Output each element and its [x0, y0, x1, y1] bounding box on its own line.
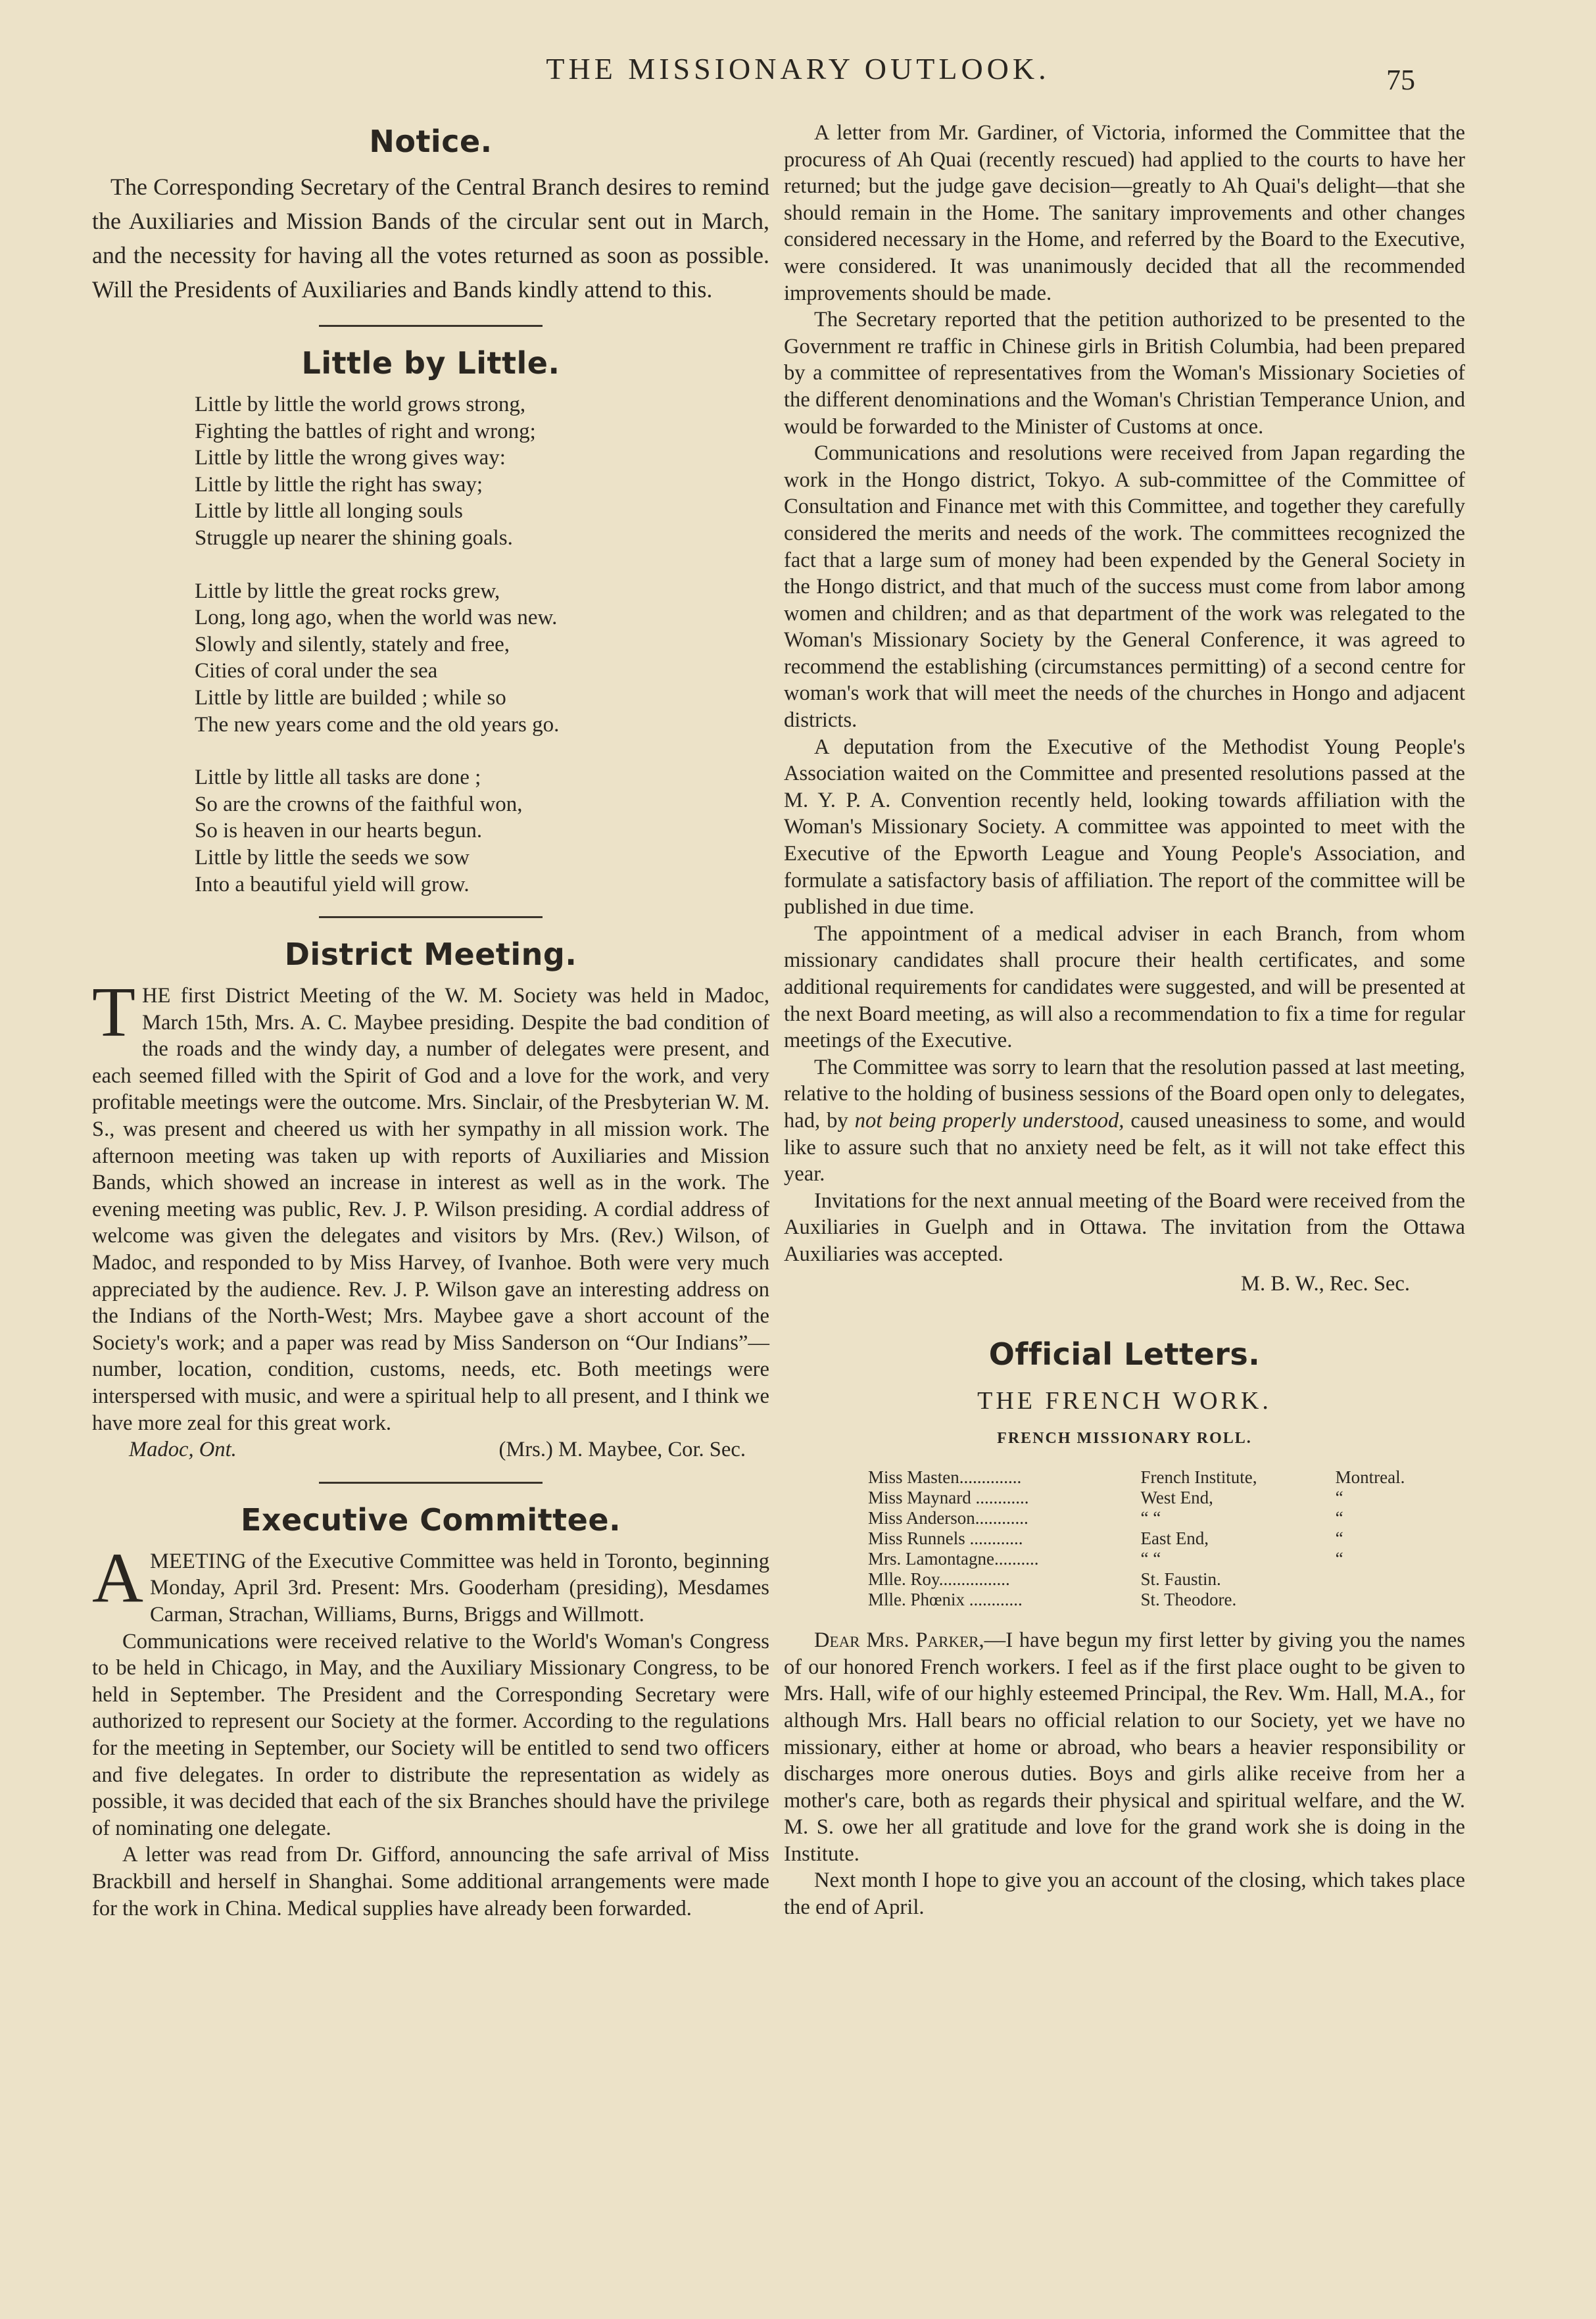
minutes-emphasis: not being properly understood, — [854, 1108, 1124, 1133]
roll-name: Miss Runnels ............ — [868, 1528, 1023, 1549]
roll-row — [868, 1590, 1465, 1610]
letter-text: —I have begun my first letter by giving you the names of our honored French workers. I feel as if the first place ought to be given to Mrs. Hall, wife of our highly esteemed Principal, the Rev. Wm. Hall, M.A., for although Mrs. Hall bears no official relation to our Society, yet we have no missionary, either at home or abroad, who bears a heavier responsibility or discharges more onerous duties. Boys and girls alike receive from her a mother's care, both as regards their physical and spiritual welfare, and the W. M. S. owe her all gratitude and love for the grand work she is doing in the Institute. — [784, 1628, 1465, 1866]
poem-line: The new years come and the old years go. — [195, 712, 560, 737]
roll-city: Montreal. — [1335, 1467, 1405, 1488]
running-head: THE MISSIONARY OUTLOOK. — [546, 52, 1050, 85]
letter-paragraph — [784, 1627, 1465, 1867]
poem-line: Struggle up nearer the shining goals. — [195, 525, 513, 550]
french-work-subheading: THE FRENCH WORK. — [977, 1387, 1272, 1415]
poem-stanza — [195, 764, 769, 898]
poem-line: Little by little the world grows strong, — [195, 393, 526, 416]
district-heading: District Meeting. — [284, 937, 577, 973]
poem-line: Little by little all tasks are done ; — [195, 766, 481, 790]
executive-paragraph — [92, 1538, 769, 1628]
roll-name: Miss Maynard ............ — [868, 1488, 1029, 1508]
minutes-paragraph: A letter from Mr. Gardiner, of Victoria, informed the Committee that the procuress of Ah Quai (recently rescued) had applied to the courts to have her returned; but the judge gave decision—greatly to Ah Quai's delight—that she should remain in the Home. The sanitary improvements and other changes considered necessary in the Home, and referred by the Board to the Executive, were considered. It was unanimously decided that all the recommended improvements should be made. — [784, 121, 1465, 305]
poem-stanza — [195, 578, 769, 739]
poem-line: Into a beautiful yield will grow. — [195, 872, 470, 896]
roll-city: “ — [1335, 1549, 1343, 1569]
poem-line: Slowly and silently, stately and free, — [195, 632, 510, 656]
page-number: 75 — [1386, 64, 1415, 96]
roll-row — [868, 1508, 1465, 1528]
roll-place: East End, — [1140, 1528, 1209, 1549]
poem-stanza — [195, 391, 769, 552]
poem-line: Little by little all longing souls — [195, 499, 463, 524]
letter-paragraph: Next month I hope to give you an account of the closing, which takes place the end of April. — [784, 1868, 1465, 1920]
poem-line: Long, long ago, when the world was new. — [195, 606, 558, 630]
minutes-paragraph: Communications and resolutions were received from Japan regarding the work in the Hongo district, Tokyo. A sub-committee of the Committee of Consultation and Finance met with this Committee, and together they carefully considered the merits and needs of the work. The committees recognized the fact that a large sum of money had been expended by the General Society in the Hongo district, and that much of the success must come from labor among women and children; and as that department of the work was relegated to the Woman's Missionary Society by the General Conference, it was agreed to recommend the establishing (circumstances permitting) of a second centre for woman's work that will meet the needs of the churches in Hongo and adjacent districts. — [784, 441, 1465, 733]
poem — [195, 391, 769, 898]
poem-line: Little by little the seeds we sow — [195, 845, 470, 869]
section-divider — [319, 1482, 543, 1484]
minutes-text: The Committee was sorry to learn that the resolution passed at last meeting, relative to the holding of business sessions of the Board open only to delegates, had, by — [784, 1055, 1465, 1133]
roll-row — [868, 1488, 1465, 1508]
roll-place: French Institute, — [1140, 1467, 1257, 1488]
drop-cap: A — [92, 1538, 143, 1617]
roll-city — [1336, 1590, 1465, 1610]
executive-heading: Executive Committee. — [240, 1501, 621, 1538]
notice-heading: Notice. — [369, 124, 493, 159]
roll-city — [1336, 1569, 1465, 1590]
executive-text: MEETING of the Executive Committee was held in Toronto, beginning Monday, April 3rd. Present: Mrs. Gooderham (presiding), Mesdames Carman, Strachan, Williams, Burns, Briggs and Willmott. — [150, 1549, 769, 1626]
roll-name: Mrs. Lamontagne.......... — [868, 1549, 1039, 1569]
poem-line: Little by little the right has sway; — [195, 472, 483, 497]
minutes-paragraph: A deputation from the Executive of the Methodist Young People's Association waited on the Committee and presented resolutions passed at the M. Y. P. A. Convention recently held, looking towards affiliation with the Woman's Missionary Society. A committee was appointed to meet with the Executive of the Epworth League and Young People's Association, and formulate a satisfactory basis of affiliation. The report of the committee will be published in due time. — [784, 735, 1465, 919]
roll-place: St. Faustin. — [1140, 1569, 1221, 1590]
district-signer: (Mrs.) M. Maybee, Cor. Sec. — [498, 1438, 746, 1462]
official-heading: Official Letters. — [988, 1336, 1261, 1373]
poem-heading: Little by Little. — [301, 345, 560, 381]
right-column — [784, 120, 1465, 1921]
roll-place: “ “ — [1140, 1549, 1161, 1569]
poem-line: Little by little the wrong gives way: — [195, 446, 506, 470]
poem-line: Little by little are builded ; while so — [195, 685, 506, 710]
minutes-paragraph: Invitations for the next annual meeting of the Board were received from the Auxiliaries in Guelph and in Ottawa. The invitation from the Ottawa Auxiliaries was accepted. — [784, 1188, 1465, 1266]
drop-cap: T — [92, 973, 135, 1052]
minutes-text: caused uneasiness to some, and would like to assure such that no anxiety need be felt, as it will not take effect this year. — [784, 1108, 1465, 1186]
minutes-signature: M. B. W., Rec. Sec. — [1241, 1271, 1410, 1296]
roll-name: Miss Anderson............ — [868, 1508, 1028, 1528]
poem-line: So is heaven in our hearts begun. — [195, 819, 483, 843]
executive-paragraph: Communications were received relative to the World's Woman's Congress to be held in Chicago, in May, and the Auxiliary Missionary Congress, to be held in September. The President and the Corresponding Secretary were authorized to represent our Society at the former. According to the regulations for the meeting in September, our Society will be entitled to send two officers and five delegates. In order to distribute the representation as widely as possible, it was decided that each of the six Branches should have the privilege of nominating one delegate. — [92, 1629, 769, 1840]
missionary-roll — [868, 1467, 1465, 1610]
roll-row — [868, 1467, 1465, 1488]
poem-line: So are the crowns of the faithful won, — [195, 792, 523, 816]
roll-row — [868, 1528, 1465, 1549]
district-place: Madoc, Ont. — [129, 1438, 237, 1462]
roll-row — [868, 1549, 1465, 1569]
roll-city: “ — [1335, 1488, 1343, 1508]
roll-place: “ “ — [1140, 1508, 1161, 1528]
district-text: HE first District Meeting of the W. M. Society was held in Madoc, March 15th, Mrs. A. C. Maybee presiding. Despite the bad condition of the roads and the windy day, a number of delegates were present, and each seemed filled with the Spirit of God and a love for the work, and very profitable meetings were the outcome. Mrs. Sinclair, of the Presbyterian W. M. S., was present and cheered us with her sympathy in all mission work. The afternoon meeting was taken up with reports of Auxiliaries and Mission Bands, which showed an increase in interest as well as in the work. The evening meeting was public, Rev. J. P. Wilson presiding. A cordial address of welcome was given the delegates and visitors by Mrs. (Rev.) Wilson, of Madoc, and responded to by Miss Harvey, of Ivanhoe. Both were very much appreciated by the audience. Rev. J. P. Wilson gave an interesting address on the Indians of the North-West; Mrs. Maybee gave a short account of the Society's work; and a paper was read by Miss Sanderson on “Our Indians”—number, location, condition, customs, needs, etc. Both meetings were interspersed with music, and were a spiritual help to all present, and I think we have more zeal for this great work. — [92, 984, 769, 1435]
roll-place: St. Theodore. — [1140, 1590, 1237, 1610]
section-divider — [319, 325, 543, 327]
notice-paragraph: The Corresponding Secretary of the Central Branch desires to remind the Auxiliaries and Mission Bands of the circular sent out in March, and the necessity for having all the votes returned as soon as possible. Will the Presidents of Auxiliaries and Bands kindly attend to this. — [92, 174, 769, 303]
roll-name: Mlle. Roy................ — [868, 1569, 1010, 1590]
roll-name: Miss Masten.............. — [868, 1467, 1022, 1488]
roll-title: FRENCH MISSIONARY ROLL. — [997, 1430, 1252, 1448]
district-paragraph — [92, 973, 769, 1436]
minutes-paragraph — [784, 1054, 1465, 1188]
minutes-paragraph: The appointment of a medical adviser in each Branch, from whom missionary candidates shall procure their health certificates, and some additional requirements for candidates were suggested, and will be presented at the next Board meeting, as will also a recommendation to fix a time for regular meetings of the Executive. — [784, 921, 1465, 1053]
poem-line: Little by little the great rocks grew, — [195, 579, 500, 603]
notice-body — [92, 170, 769, 306]
minutes-paragraph: The Secretary reported that the petition authorized to be presented to the Government re traffic in Chinese girls in British Columbia, had been prepared by a committee of representatives from the Woman's Missionary Societies of the different denominations and the Woman's Christian Temperance Union, and would be forwarded to the Minister of Customs at once. — [784, 308, 1465, 439]
executive-paragraph: A letter was read from Dr. Gifford, announcing the safe arrival of Miss Brackbill and herself in Shanghai. Some additional arrangements were made for the work in China. Medical supplies have already been forwarded. — [92, 1843, 769, 1920]
poem-line: Fighting the battles of right and wrong; — [195, 419, 536, 443]
roll-city: “ — [1335, 1508, 1343, 1528]
district-signature — [92, 1436, 769, 1463]
roll-place: West End, — [1140, 1488, 1213, 1508]
letter-salutation: Dear Mrs. Parker, — [814, 1628, 984, 1653]
left-column — [92, 120, 769, 1922]
roll-row — [868, 1569, 1465, 1590]
roll-city: “ — [1335, 1528, 1343, 1549]
section-divider — [319, 916, 543, 918]
poem-line: Cities of coral under the sea — [195, 659, 438, 683]
roll-name: Mlle. Phœnix ............ — [868, 1590, 1023, 1610]
